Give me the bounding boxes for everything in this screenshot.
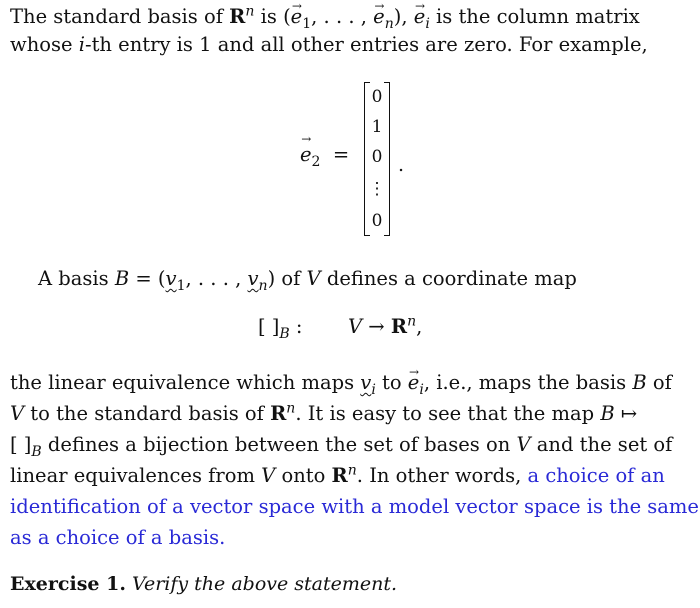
text-run: ) of bbox=[267, 267, 307, 290]
subscript: n bbox=[384, 15, 394, 32]
text-run: ), bbox=[393, 5, 414, 28]
exponent-n: n bbox=[245, 3, 255, 20]
subscript: i bbox=[371, 381, 376, 398]
subscript: 1 bbox=[176, 277, 186, 294]
text-run: -th entry is 1 and all other entries are zero. For example, bbox=[85, 33, 648, 56]
bracket: [ ] bbox=[258, 315, 280, 338]
space-V: V bbox=[348, 315, 363, 338]
subscript: 2 bbox=[311, 153, 321, 170]
para2-line bbox=[38, 266, 577, 292]
index-i: i bbox=[78, 33, 85, 56]
column-matrix-display bbox=[0, 80, 700, 240]
text-run: The standard basis of bbox=[10, 5, 230, 28]
space-V: V bbox=[516, 433, 531, 456]
matrix-entry: 0 bbox=[371, 87, 383, 107]
text-run: = ( bbox=[129, 267, 166, 290]
para1-line1 bbox=[10, 4, 640, 30]
text-run: onto bbox=[275, 464, 332, 487]
subscript: B bbox=[31, 443, 42, 460]
space-V: V bbox=[10, 402, 25, 425]
matrix-entry: 0 bbox=[371, 211, 383, 231]
text-run: whose bbox=[10, 33, 79, 56]
reals-symbol: R bbox=[229, 5, 246, 28]
para3-line1 bbox=[10, 370, 672, 396]
space-V: V bbox=[261, 464, 276, 487]
text-run: defines a bijection between the set of bases on bbox=[41, 433, 517, 456]
subscript: i bbox=[419, 381, 424, 398]
exponent-n: n bbox=[347, 462, 357, 479]
vector-e: → e bbox=[291, 4, 303, 30]
text-run: . In other words, bbox=[356, 464, 528, 487]
exponent-n: n bbox=[286, 400, 296, 417]
highlight-link-text[interactable]: identification of a vector space with a model vector space is the same bbox=[10, 495, 699, 518]
coordinate-map-lhs bbox=[258, 314, 303, 340]
text-run: the linear equivalence which maps bbox=[10, 371, 361, 394]
para3-line4 bbox=[10, 463, 665, 489]
matrix-entry: ⋮ bbox=[368, 179, 386, 199]
basis-symbol: B bbox=[632, 371, 647, 394]
colon: : bbox=[289, 315, 303, 338]
reals-symbol: R bbox=[331, 464, 348, 487]
exercise-statement: Verify the above statement. bbox=[131, 573, 398, 595]
matrix-entry: 1 bbox=[371, 117, 383, 137]
reals-symbol: R bbox=[390, 315, 408, 338]
text-run: linear equivalences from bbox=[10, 464, 262, 487]
highlight-link-text[interactable]: as a choice of a basis. bbox=[10, 526, 226, 549]
comma: , bbox=[416, 315, 423, 338]
basis-symbol: B bbox=[114, 267, 130, 290]
vector-e: → e bbox=[408, 370, 420, 396]
para1-line2 bbox=[10, 32, 648, 58]
highlight-link-text[interactable]: a choice of an bbox=[527, 464, 665, 487]
vector-v: v bbox=[360, 371, 372, 394]
vector-e: → e bbox=[373, 4, 385, 30]
equals-sign: = bbox=[332, 143, 350, 166]
text-run: , . . . , bbox=[185, 267, 248, 290]
para3-line2 bbox=[10, 401, 637, 427]
subscript: 1 bbox=[302, 15, 312, 32]
text-run: to the standard basis of bbox=[24, 402, 271, 425]
text-run: . It is easy to see that the map bbox=[295, 402, 601, 425]
arrow: → bbox=[368, 315, 385, 338]
vector-e: → e bbox=[414, 4, 426, 30]
text-run: , . . . , bbox=[311, 5, 374, 28]
space-V: V bbox=[306, 267, 321, 290]
vector-v: v bbox=[247, 267, 259, 290]
text-run: and the set of bbox=[530, 433, 673, 456]
text-run: defines a coordinate map bbox=[320, 267, 577, 290]
bracket: [ ] bbox=[10, 433, 32, 456]
text-run: of bbox=[646, 371, 672, 394]
maps-to-arrow: ↦ bbox=[614, 402, 638, 425]
subscript: i bbox=[425, 15, 430, 32]
vector-v: v bbox=[165, 267, 177, 290]
subscript: n bbox=[258, 277, 268, 294]
text-run: is ( bbox=[254, 5, 291, 28]
subscript: B bbox=[279, 325, 290, 342]
text-run: to bbox=[375, 371, 408, 394]
text-run: is the column matrix bbox=[429, 5, 640, 28]
column-matrix bbox=[364, 82, 386, 236]
text-run: A basis bbox=[38, 267, 115, 290]
coordinate-map-rhs bbox=[348, 314, 422, 340]
exercise bbox=[10, 571, 397, 597]
reals-symbol: R bbox=[270, 402, 287, 425]
basis-symbol: B bbox=[600, 402, 615, 425]
exercise-label: Exercise 1. bbox=[10, 573, 126, 595]
matrix-entry: 0 bbox=[371, 147, 383, 167]
exponent-n: n bbox=[407, 313, 417, 330]
text-run: , i.e., maps the basis bbox=[423, 371, 633, 394]
vector-e: → e bbox=[300, 143, 312, 166]
matrix-lhs bbox=[300, 143, 350, 170]
para3-line3 bbox=[10, 432, 672, 458]
period: . bbox=[398, 154, 405, 176]
